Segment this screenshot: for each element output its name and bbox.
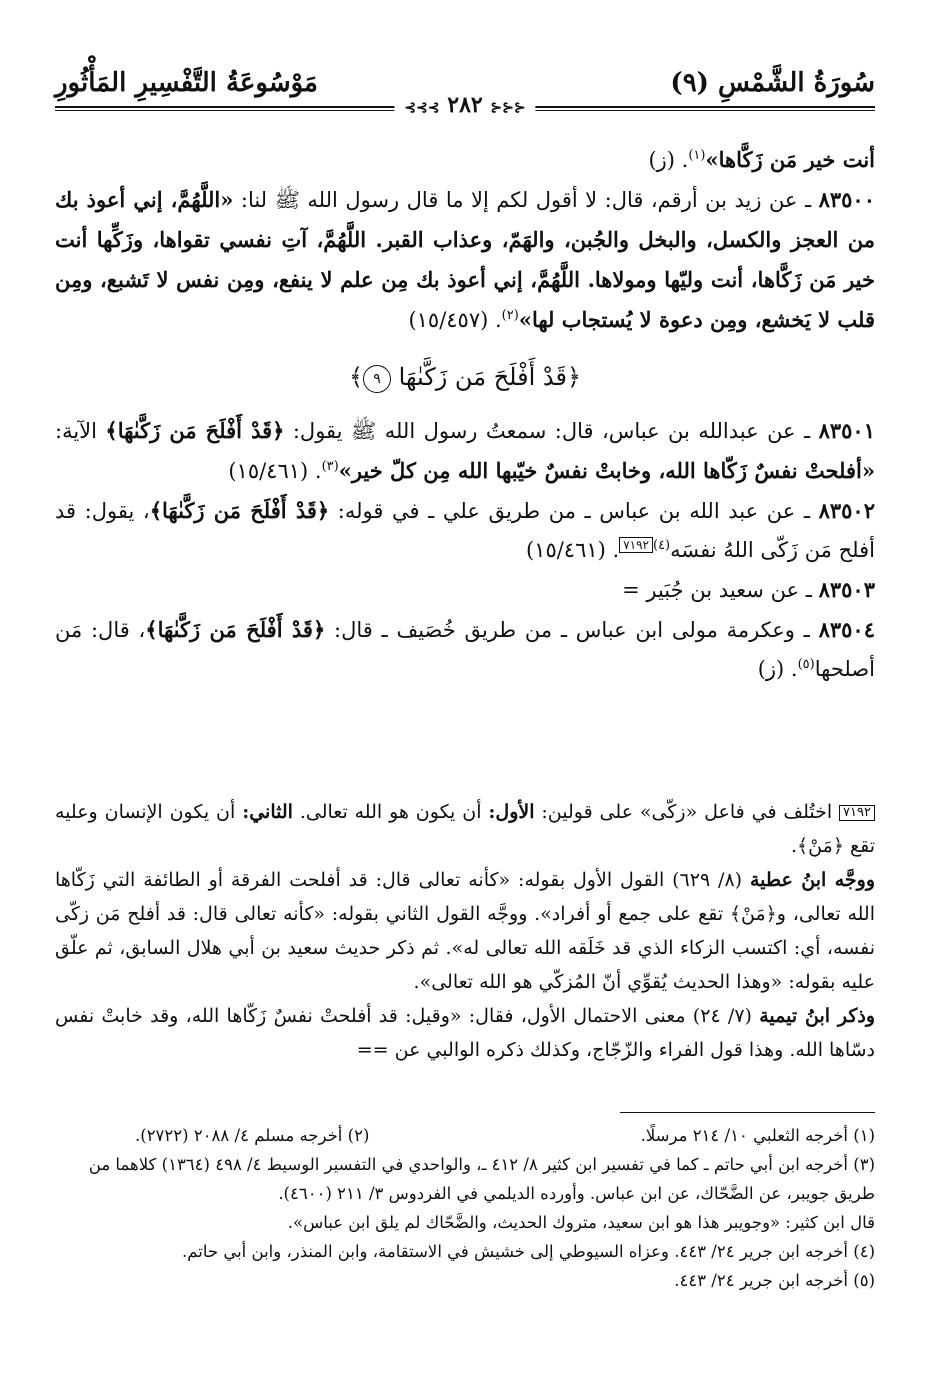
note-ibn-taymiyya: وذكر ابنُ تيمية (٧/ ٢٤) معنى الاحتمال الأول، فقال: «وقيل: قد أفلحتْ نفسٌ زَكّاها الله، وقد خابتْ نفس دسّاها الله. وهذا قول الفراء والزّجّاج، وكذلك ذكره الوالبي عن ==: [55, 1005, 876, 1061]
note-box-ref: ٧١٩٢: [839, 805, 875, 821]
note-box-ref: ٧١٩٢: [619, 537, 653, 553]
footnote-ref: (٣): [321, 459, 339, 474]
footnote-3-comment: قال ابن كثير: «وجويبر هذا هو ابن سعيد، متروك الحديث، والضَّحّاك لم يلق ابن عباس».: [287, 1213, 875, 1232]
ayah-heading: ﴿قَدْ أَفْلَحَ مَن زَكَّىٰهَا ٩﴾: [348, 363, 582, 391]
ornament-icon: ⊰⊰⊰: [490, 100, 526, 116]
quran-quote: ﴿قَدْ أَفْلَحَ مَن زَكَّىٰهَا﴾: [105, 418, 285, 443]
footnote-3: (٣) أخرجه ابن أبي حاتم ـ كما في تفسير ابن كثير ٨/ ٤١٢ ـ، والواحدي في التفسير الوسيط ٤/ ٤٩٨ (١٣٦٤) كلاهما من طريق جويبر، عن الضَّحّاك، عن ابن عباس. وأورده الديلمي في الفردوس ٣/ ٢١١ (٤٦٠٠).: [88, 1155, 875, 1203]
footnote-1: (١) أخرجه الثعلبي ١٠/ ٢١٤ مرسلًا.: [640, 1126, 875, 1145]
volume-ref: . (١٥/٤٦١): [228, 459, 322, 483]
surah-title: سُورَةُ الشَّمْسِ (٩): [670, 68, 875, 98]
ornament-icon: ⊱⊱⊱: [404, 100, 440, 116]
hadith-83503: ٨٣٥٠٣ ـ عن سعيد بن جُبَير =: [622, 577, 875, 602]
hadith-83500: ٨٣٥٠٠ ـ عن زيد بن أرقم، قال: لا أقول لكم إلا ما قال رسول الله ﷺ لنا: «اللَّهُمَّ، إني أعوذ بك من العجز والكسل، والبخل والجُبن، والهَمّ، وعذاب القبر. اللَّهُمَّ، آتِ نفسي تقواها، وزَكِّها أنت خير مَن زَكَّاها، أنت وليّها ومولاها. اللَّهُمَّ، إني أعوذ بك مِن علم لا ينفع، ومِن نفس لا تَشبع، ومِن قلب لا يَخشع، ومِن دعوة لا يُستجاب لها»$^{(٢)}$. (١٥/٤٥٧): [55, 187, 875, 332]
hadith-number: ٨٣٥٠١: [818, 418, 875, 443]
footnote-2: (٢) أخرجه مسلم ٤/ ٢٠٨٨ (٢٧٢٢).: [135, 1126, 370, 1145]
page-number: ٢٨٢: [447, 92, 483, 118]
paragraph-continuation: أنت خير مَن زَكَّاها»$^{(١)}$. (ز): [648, 147, 875, 172]
volume-ref: . (١٥/٤٥٧): [408, 308, 502, 332]
hadith-number: ٨٣٥٠٣: [818, 577, 875, 602]
footnote-ref: (٢): [501, 308, 519, 323]
note-ibn-atiyya: ووجَّه ابنُ عطية (٨/ ٦٢٩) القول الأول بقوله: «كأنه تعالى قال: قد أفلحت الفرقة أو الطائفة التي زَكّاها الله تعالى، و﴿مَنْ﴾ تقع على جمع أو أفراد». ووجَّه القول الثاني بقوله: «كأنه تعالى قال: قد أفلح مَن زكّى نفسه، أي: اكتسب الزكاء الذي قد خَلَقه الله تعالى له». ثم ذكر حديث سعيد بن أبي هلال السابق، ثم علّق عليه بقوله: «وهذا الحديث يُقوِّي أنّ المُزكّي هو الله تعالى».: [55, 869, 875, 993]
footnotes: [55, 1112, 875, 1295]
footnote-4: (٤) أخرجه ابن جرير ٢٤/ ٤٤٣. وعزاه السيوطي إلى خشيش في الاستقامة، وابن المنذر، وابن أبي حاتم.: [182, 1242, 875, 1261]
note-7192: ٧١٩٢ اختُلف في فاعل «زكّى» على قولين: الأول: أن يكون هو الله تعالى. الثاني: أن يكون الإنسان وعليه تقع ﴿مَنْ﴾.: [55, 801, 875, 857]
hadith-83501: ٨٣٥٠١ ـ عن عبدالله بن عباس، قال: سمعتُ رسول الله ﷺ يقول: ﴿قَدْ أَفْلَحَ مَن زَكَّىٰهَا﴾ الآية: «أفلحتْ نفسٌ زَكّاها الله، وخابتْ نفسٌ خيّبها الله مِن كلّ خير»$^{(٣)}$. (١٥/٤٦١): [55, 418, 875, 483]
quran-quote: ﴿قَدْ أَفْلَحَ مَن زَكَّىٰهَا﴾: [149, 498, 330, 523]
page-header: [55, 68, 875, 124]
footnote-ref: (٥): [797, 657, 815, 672]
footnote-ref: (١): [688, 148, 706, 163]
ayah-number-marker: ٩: [363, 365, 391, 393]
hadith-number: ٨٣٥٠٢: [818, 498, 875, 523]
hadith-83504: ٨٣٥٠٤ ـ وعكرمة مولى ابن عباس ـ من طريق خُصَيف ـ قال: ﴿قَدْ أَفْلَحَ مَن زَكَّىٰهَا﴾، قال: مَن أصلحها$^{(٥)}$. (ز): [55, 617, 875, 681]
book-title: مَوْسُوعَةُ التَّفْسِيرِ المَأْثُورِ: [55, 68, 318, 98]
footnote-ref: (٤): [652, 538, 671, 553]
hadith-text: «اللَّهُمَّ، إني أعوذ بك من العجز والكسل، والبخل والجُبن، والهَمّ، وعذاب القبر. اللَّهُمَّ، آتِ نفسي تقواها، وزَكِّها أنت خير مَن زَكَّاها، أنت وليّها ومولاها. اللَّهُمَّ، إني أعوذ بك مِن علم لا ينفع، ومِن نفس لا تَشبع، ومِن قلب لا يَخشع، ومِن دعوة لا يُستجاب لها»: [55, 187, 875, 332]
hadith-number: ٨٣٥٠٤: [818, 617, 875, 642]
page-number-block: [394, 92, 535, 118]
hadith-83502: ٨٣٥٠٢ ـ عن عبد الله بن عباس ـ من طريق علي ـ في قوله: ﴿قَدْ أَفْلَحَ مَن زَكَّىٰهَا﴾، يقول: قد أفلح مَن زَكّى اللهُ نفسَه$^{(٤)}$٧١٩٢. (١٥/٤٦١): [55, 498, 875, 562]
volume-ref: . (١٥/٤٦١): [525, 538, 620, 562]
hadith-number: ٨٣٥٠٠: [818, 187, 875, 212]
hadith-text: «أفلحتْ نفسٌ زَكّاها الله، وخابتْ نفسٌ خيّبها الله مِن كلّ خير»: [338, 458, 875, 483]
quran-quote: ﴿قَدْ أَفْلَحَ مَن زَكَّىٰهَا﴾: [145, 617, 326, 642]
footnote-5: (٥) أخرجه ابن جرير ٢٤/ ٤٤٣.: [674, 1271, 875, 1290]
main-text: [55, 140, 875, 689]
footnote-rule: [620, 1112, 875, 1113]
commentary-notes: [55, 795, 875, 1067]
